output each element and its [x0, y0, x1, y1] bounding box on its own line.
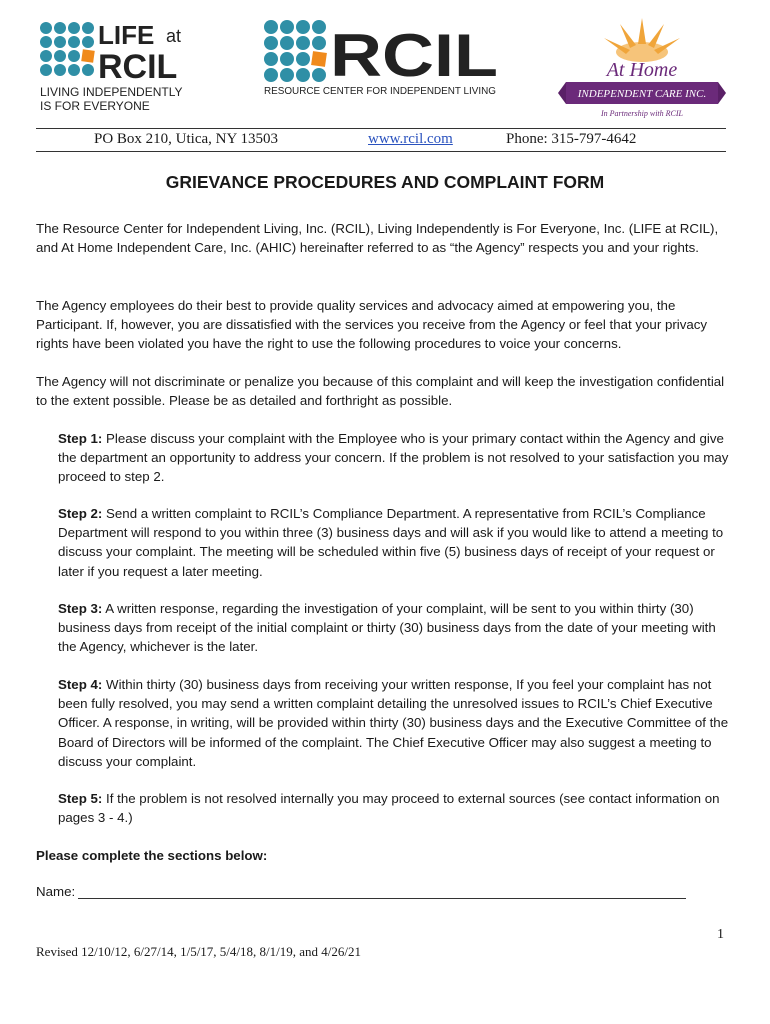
step-text: A written response, regarding the investigation of your complaint, will be sent to you within thirty (30) business days from receipt of the initial complaint or thirty (30) business days from the date of your meeting with the Agency, whichever is the later.	[58, 601, 716, 655]
svg-text:RCIL: RCIL	[98, 48, 178, 86]
step-label: Step 1:	[58, 431, 103, 446]
step-text: Within thirty (30) business days from receiving your written response, If you feel your complaint has not been fully resolved, you may send a written complaint detailing the unresolved issues to RCIL’s Chief Executive Officer. A response, in writing, will be provided within thirty (30) business days and the Executive Committee of the Board of Directors will be informed of the complaint. The Chief Executive Officer may also suggest a meeting to discuss your complaint.	[58, 677, 729, 769]
svg-text:at: at	[166, 26, 182, 46]
name-field[interactable]	[78, 898, 686, 899]
svg-text:LIVING INDEPENDENTLY: LIVING INDEPENDENTLY	[40, 85, 183, 99]
address: PO Box 210, Utica, NY 13503	[94, 131, 279, 147]
step-2	[58, 504, 730, 581]
page-number: 1	[717, 927, 724, 942]
step-4	[58, 675, 730, 771]
at-home-independent-care-logo	[558, 14, 726, 126]
step-label: Step 5:	[58, 791, 103, 806]
step-5	[58, 789, 730, 827]
step-3	[58, 599, 730, 657]
step-text: If the problem is not resolved internally you may proceed to external sources (see contact information on pages 3 - 4.)	[58, 791, 720, 826]
phone: Phone: 315-797-4642	[506, 131, 637, 147]
page-title: GRIEVANCE PROCEDURES AND COMPLAINT FORM	[165, 172, 605, 192]
intro-paragraph: The Resource Center for Independent Living, Inc. (RCIL), Living Independently is For Everyone, Inc. (LIFE at RCIL), and At Home Independent Care, Inc. (AHIC) hereinafter referred to as “the Agency” respects you and your rights.	[36, 221, 719, 256]
rcil-logo	[262, 18, 502, 96]
step-text: Send a written complaint to RCIL’s Compliance Department. A representative from RCIL’s Compliance Department will respond to you within three (3) business days and will ask if you would like to attend a meeting to discuss your complaint. The meeting will be scheduled within five (5) business days of receipt of your request or later if you request a later meeting.	[58, 506, 724, 579]
svg-text:INDEPENDENT CARE INC.: INDEPENDENT CARE INC.	[577, 88, 707, 100]
step-1	[58, 429, 730, 487]
svg-text:RESOURCE CENTER FOR INDEPENDEN: RESOURCE CENTER FOR INDEPENDENT LIVING	[264, 86, 497, 96]
website-link[interactable]: www.rcil.com	[368, 131, 453, 147]
employees-paragraph: The Agency employees do their best to provide quality services and advocacy aimed at empowering you, the Participant. If, however, you are dissatisfied with the services you receive from the Agency or feel that your privacy rights have been violated you have the right to use the following procedures to voice your concerns.	[36, 298, 708, 352]
name-label: Name:	[36, 884, 76, 899]
header-logos	[0, 0, 770, 125]
section-heading: Please complete the sections below:	[36, 848, 268, 863]
svg-text:At Home: At Home	[606, 59, 678, 81]
step-text: Please discuss your complaint with the Employee who is your primary contact within the Agency and give the department an opportunity to address your concern. If the problem is not resolved to your satisfaction you may proceed to step 2.	[58, 431, 729, 485]
svg-text:RCIL: RCIL	[330, 22, 498, 89]
revision-note: Revised 12/10/12, 6/27/14, 1/5/17, 5/4/18, 8/1/19, and 4/26/21	[36, 944, 361, 959]
life-at-rcil-logo	[38, 20, 198, 112]
svg-text:IS FOR EVERYONE: IS FOR EVERYONE	[40, 99, 150, 112]
svg-text:In Partnership with RCIL: In Partnership with RCIL	[600, 109, 684, 118]
step-label: Step 2:	[58, 506, 103, 521]
step-label: Step 4:	[58, 677, 103, 692]
step-label: Step 3:	[58, 601, 103, 616]
life-text: LIFE	[98, 20, 155, 50]
non-discrimination-paragraph: The Agency will not discriminate or penalize you because of this complaint and will keep the investigation confidential to the extent possible. Please be as detailed and forthright as possible.	[36, 374, 725, 409]
contact-bar	[36, 128, 726, 152]
